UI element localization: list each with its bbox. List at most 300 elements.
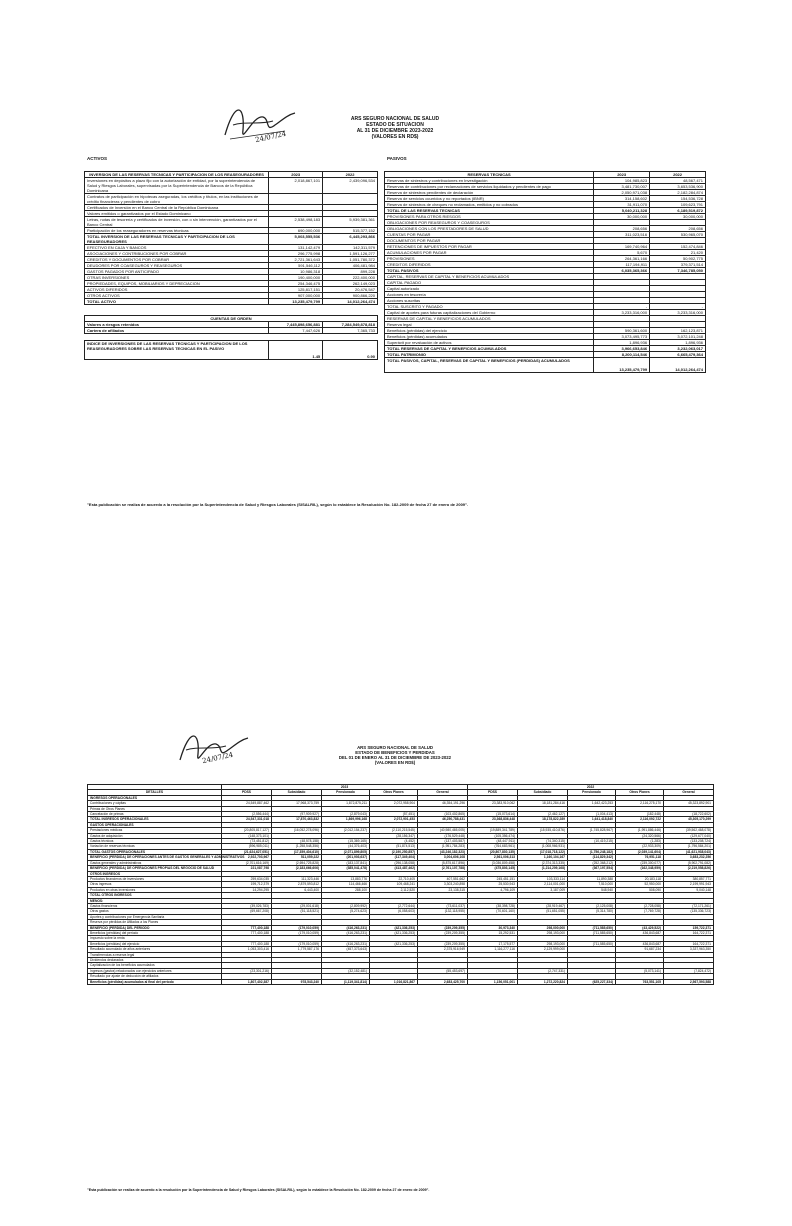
page1-footnote: "Esta publicación se realiza de acuerdo a la resolución por la Superintendencia de Salud y Riesgos Laborales (SISALRIL), según lo establece la Resolución No. 182-2009 de fecha 27 de enero de 2009". <box>87 502 469 507</box>
income-row-label: Resultado acumulado de años anteriores <box>88 947 222 952</box>
income-row-value: (20,805,817,127) <box>222 828 272 833</box>
assets-section <box>84 171 378 360</box>
income-row-label: Contribuciones y cápitas <box>88 801 222 806</box>
income-row-value: (105,356,474) <box>468 833 518 838</box>
liability-row-label: Reserva de siniestros de cheques no reclamados, emitidos y no cobrados <box>385 202 594 208</box>
liability-row-v1: 3,481,730,007 <box>594 184 650 190</box>
asset-row-label: GASTOS PAGADOS POR ANTICIPADO <box>85 269 269 275</box>
asset-row <box>85 299 378 305</box>
income-row-value: 13,883,776 <box>322 876 370 881</box>
income-row-value: 763,551,105 <box>616 979 664 984</box>
income-row-value: 24,547,331,018 <box>222 817 272 822</box>
liability-row-v1: 2,050,971,038 <box>594 190 650 196</box>
income-row-value: (1,991,886,446) <box>616 828 664 833</box>
capital-row-label: Capital autorizado <box>385 286 594 292</box>
income-row-value: (74,340,315) <box>518 839 568 844</box>
income-row-label: Beneficios (pérdidas) del ejercicio <box>88 941 222 946</box>
income-row-value: (2,694,725,828) <box>272 860 322 865</box>
income-row-value: 199,712,379 <box>222 882 272 887</box>
asset-row-label: EFECTIVO EN CAJA Y BANCOS <box>85 245 269 251</box>
asset-row-v1: 13,235,479,799 <box>269 299 323 305</box>
income-row-value: 164,722,371 <box>664 941 714 946</box>
assets-header-y2: 2022 <box>323 172 378 178</box>
income-row-label: Gastos técnicos <box>88 839 222 844</box>
liability-row-label: Reservas de contribuciones por reclamaciones de servicios liquidados y pendientes de pago <box>385 184 594 190</box>
income-row-value: 18,181,284,416 <box>518 801 568 806</box>
income-row-value: 298,193,000 <box>518 941 568 946</box>
asset-row <box>85 178 378 194</box>
income-row-value: (55,453,697) <box>418 968 468 973</box>
income-row-value: 3,303,240,898 <box>418 882 468 887</box>
asset-row-v1 <box>269 194 323 205</box>
income-row-value: (413,487,462) <box>370 866 418 871</box>
income-row-label: GASTOS OPERACIONALES <box>88 822 222 827</box>
income-row-value: 24,549,887,462 <box>222 801 272 806</box>
column-header: PDSS <box>222 790 272 795</box>
income-row-value: (48,578,158) <box>272 839 322 844</box>
income-row-value: (385,041,478) <box>322 866 370 871</box>
income-row-value: (176,529,448) <box>418 833 468 838</box>
income-row-value: 221,087,798 <box>222 866 272 871</box>
income-row-value: 777,400,188 <box>222 930 272 935</box>
indice-left-table <box>84 340 378 360</box>
income-row-value: (1,119,341,814) <box>322 979 370 984</box>
liability-row-v2: 21,420 <box>650 250 706 256</box>
column-header: Pensionado <box>568 790 616 795</box>
income-row-value: 15,292,531 <box>468 930 518 935</box>
income-row-value: (29,001,618) <box>272 903 322 908</box>
income-row-value: (475,803,145) <box>468 866 518 871</box>
income-row-value: (40,980,465,005) <box>418 828 468 833</box>
income-row-value: (1,756,248,182) <box>568 849 616 854</box>
income-row-value: (148,373,101) <box>222 833 272 838</box>
capital-row-label: Acciones suscritas <box>385 298 594 304</box>
income-row-value: 4,796,109 <box>468 887 518 892</box>
income-row-value: (239,209,355) <box>418 930 468 935</box>
income-row-value: (239,209,355) <box>418 941 468 946</box>
asset-row-label: Letras, notas de tesorería y certificados de inversión, con o sin intervención, garantizados por el Banco Central <box>85 217 269 228</box>
income-row-value: (2,125,008) <box>568 903 616 908</box>
income-row-value: (44,376,403) <box>322 844 370 849</box>
income-row-value: (135,336,723) <box>664 909 714 914</box>
capital-row-v2: 3,233,316,000 <box>650 310 706 316</box>
capital-row-v2: 3,232,063,017 <box>650 346 706 352</box>
column-header: DETALLES <box>88 790 222 795</box>
asset-row-label: ASOCIACIONES Y CONTRIBUCIONES POR COBRAR <box>85 251 269 257</box>
income-row-value: (1,008,966,931) <box>518 844 568 849</box>
income-row-value: (711,585,650) <box>568 941 616 946</box>
indice-left-label: INDICE DE INVERSIONES DE LAS RESERVAS TECNICAS Y PARTICIPACION DE LOS REASEGURADORES SOBRE LAS RESERVAS TECNICAS EN EL PASIVO <box>85 341 269 360</box>
liability-row-label: TOTAL PASIVOS <box>385 268 594 274</box>
page1-title-line1: ARS SEGURO NACIONAL DE SALUD <box>350 116 440 122</box>
income-row-value: 46,250,788,431 <box>418 817 468 822</box>
liability-row-label: CUENTAS POR PAGAR <box>385 232 594 238</box>
assets-body <box>85 178 378 305</box>
asset-row-v2: 14,012,264,474 <box>323 299 378 305</box>
income-row-value: 245,451,151 <box>468 876 518 881</box>
asset-row-v1: 907,000,000 <box>269 293 323 299</box>
income-row-value: (421,336,253) <box>370 925 418 930</box>
income-row-value: 1,272,220,824 <box>518 979 568 984</box>
signature-date: 24/07/24 <box>201 750 234 766</box>
signature-scribble <box>215 95 305 155</box>
income-row-label: TOTAL OTROS INGRESOS <box>88 893 222 898</box>
income-row-value: 17,968,373,759 <box>272 801 322 806</box>
asset-row-v1: 125,817,151 <box>269 287 323 293</box>
income-row-value: 511,059,222 <box>272 855 322 860</box>
liability-row-v1: 5,040,211,328 <box>594 208 650 214</box>
income-row-value: (17,018,718,122) <box>518 849 568 854</box>
page1-title-block <box>300 116 490 140</box>
income-row-label: TOTAL GASTOS OPERACIONALES <box>88 849 222 854</box>
income-row-value: (15,935,410,876) <box>518 828 568 833</box>
income-row-value: (73,611,037) <box>418 903 468 908</box>
income-row <box>88 979 714 984</box>
asset-row-v2: 1,591,126,277 <box>323 251 378 257</box>
signature-date: 24/07/24 <box>254 129 287 145</box>
income-row-value: 103,333,114 <box>518 876 568 881</box>
income-row-label: Primas de Otros Planes <box>88 806 222 811</box>
cuentas-orden-table <box>84 315 378 334</box>
income-row-value: (5,314,780) <box>568 909 616 914</box>
income-row-value: (15,073,614) <box>468 812 518 817</box>
income-row-value: (183,137,841) <box>322 860 370 865</box>
liabilities-section <box>384 171 706 373</box>
indice-left-v1: 1.45 <box>269 341 323 360</box>
income-row-value: 2,112,520 <box>370 887 418 892</box>
income-row-value: (1,214,209,168) <box>518 866 568 871</box>
capital-row-v1: 8,200,114,546 <box>594 352 650 358</box>
income-row-value: (137,403,587) <box>418 839 468 844</box>
income-row-value: (1,004,413) <box>568 812 616 817</box>
liability-row-v2: 154,536,728 <box>650 196 706 202</box>
liabilities-header-y2: 2022 <box>650 172 706 178</box>
income-row-value: 164,722,371 <box>664 930 714 935</box>
income-row-label: BENEFICIO (PERDIDA) DEL PERIODO <box>88 925 222 930</box>
income-row-value: 2,116,275,170 <box>616 801 664 806</box>
income-row-value: 1,642,423,253 <box>568 801 616 806</box>
asset-row-v1: 254,346,475 <box>269 281 323 287</box>
income-row-value: (28,156,347) <box>370 833 418 838</box>
asset-row-label: PROPIEDADES, EQUIPOS, MOBILIARIOS Y DEPRECIACION <box>85 281 269 287</box>
income-row-label: TOTAL INGRESOS OPERACIONALES <box>88 817 222 822</box>
asset-row-v1: 131,142,479 <box>269 245 323 251</box>
income-row-value: 52,950,000 <box>616 882 664 887</box>
income-row-value: (23,301,216) <box>222 968 272 973</box>
capital-row-v2: 6,665,479,364 <box>650 352 706 358</box>
page2-title-line1: ARS SEGURO NACIONAL DE SALUD <box>357 745 433 750</box>
income-row-value: (179,010,059) <box>272 925 322 930</box>
income-row-value: 18,178,822,289 <box>518 817 568 822</box>
income-row-value: (711,585,650) <box>568 930 616 935</box>
income-row-value: (114,829,342) <box>568 855 616 860</box>
income-row-value: 298,000,000 <box>518 925 568 930</box>
income-row-value: (2,012,154,237) <box>322 828 370 833</box>
income-row-value: 2,922,703,967 <box>222 855 272 860</box>
liability-row-v2: 30,000,000 <box>650 214 706 220</box>
liability-row-label: PROVISIONES <box>385 256 594 262</box>
liability-row-v2: 7,346,785,050 <box>650 268 706 274</box>
income-row-value: 1,807,402,387 <box>222 979 272 984</box>
income-row-value: 91,687,234 <box>616 947 664 952</box>
income-row-label: Variación de reservas técnicas <box>88 844 222 849</box>
liability-row-label: DOCUMENTOS POR PAGAR <box>385 238 594 244</box>
liability-row-v2: 530,965,070 <box>650 232 706 238</box>
asset-row-v1: 2,721,361,643 <box>269 257 323 263</box>
liability-row-label: Reservas de siniestros y contribuciones en Investigación <box>385 178 594 184</box>
income-row-label: Otros ingresos <box>88 882 222 887</box>
income-row-value: 109,468,241 <box>370 882 418 887</box>
income-row-value: 2,072,958,904 <box>370 801 418 806</box>
income-row-value: 3,187,009 <box>518 887 568 892</box>
income-row-value: 1,872,875,211 <box>322 801 370 806</box>
income-row-label: Gastos financieros <box>88 903 222 908</box>
income-row-value: (625,227,334) <box>568 979 616 984</box>
income-row-value: 114,466,466 <box>322 882 370 887</box>
income-row-value: (367,197,554) <box>568 866 616 871</box>
income-row-value: 23,368,836,448 <box>468 817 518 822</box>
income-statement-section <box>87 784 713 985</box>
capital-row-label: TOTAL PATRIMONIO <box>385 352 594 358</box>
income-row-value: (2,701,616,169) <box>222 860 272 865</box>
page2-title-line2: ESTADO DE BENEFICIOS Y PERDIDAS <box>355 750 435 755</box>
income-row-value: (15,369,165) <box>322 839 370 844</box>
income-row-label: Ingresos (gastos) relacionados con ejercicios anteriores <box>88 968 222 973</box>
income-row-value: (72,171,261) <box>664 903 714 908</box>
income-row-value: (39,026,783) <box>222 903 272 908</box>
income-row-value: 298,193,000 <box>518 930 568 935</box>
income-row-value: (1,258,548,356) <box>272 844 322 849</box>
liability-row-label: Reserva de siniestros pendientes de declaración <box>385 190 594 196</box>
asset-row <box>85 194 378 205</box>
capital-row-label: Reserva legal <box>385 322 594 328</box>
income-row-value: 1,116,277,116 <box>468 947 518 952</box>
income-row-label: Resultado por ajuste de deducción de afiliados <box>88 974 222 979</box>
capital-row-label: Superávit por revaluación de activos <box>385 340 594 346</box>
column-header: General <box>418 790 468 795</box>
income-row-value: 436,843,687 <box>616 930 664 935</box>
asset-row-v2: 262,149,023 <box>323 281 378 287</box>
income-row-label: OTROS INGRESOS <box>88 871 222 876</box>
asset-row <box>85 217 378 228</box>
income-row-label: Transferencias a reserva legal <box>88 952 222 957</box>
income-row-value: 407,551,662 <box>418 876 468 881</box>
cuentas-orden-title: CUENTAS DE ORDEN <box>85 316 378 322</box>
asset-row-v1: 591,546,112 <box>269 263 323 269</box>
income-row-value: 159,722,371 <box>664 925 714 930</box>
liability-row-label: TOTAL DE LAS RESERVAS TECNICAS <box>385 208 594 214</box>
income-row-value: (711,585,650) <box>568 925 616 930</box>
asset-row-label: CREDITOS Y DOCUMENTOS POR COBRAR <box>85 257 269 263</box>
page2-title-line4: (VALORES EN RD$) <box>374 760 416 765</box>
capital-row-label: Capital de aportes para futuras capitalizaciones del Gobierno <box>385 310 594 316</box>
income-row-value: 46,354,191,296 <box>418 801 468 806</box>
income-row-value: 2,116,092,722 <box>616 817 664 822</box>
liability-row-v2: 109,623,791 <box>650 202 706 208</box>
income-row-value: (10,419,215) <box>568 839 616 844</box>
capital-row-label: Beneficios (pérdidas) del ejercicio <box>385 328 594 334</box>
income-row-value: (252,368,212) <box>568 860 616 865</box>
liability-row-label: RETENCIONES DE IMPUESTOS POR PAGAR <box>385 244 594 250</box>
income-row-value: (421,336,253) <box>370 941 418 946</box>
income-row-value: (2,809,992) <box>322 903 370 908</box>
income-row-value: 111,323,446 <box>272 876 322 881</box>
column-header: Pensionado <box>322 790 370 795</box>
income-row-value: (5,073,141) <box>616 968 664 973</box>
income-row-value: (16,052,278,096) <box>272 828 322 833</box>
income-row-value: (70,601,160) <box>468 909 518 914</box>
liability-row-v2: 3,653,536,900 <box>650 184 706 190</box>
liability-row-v1: 314,158,602 <box>594 196 650 202</box>
income-row-value: (1,745,828,967) <box>568 828 616 833</box>
income-row-value: (2,374,313,335) <box>518 860 568 865</box>
liabilities-header-title: RESERVAS TECNICAS <box>385 172 594 178</box>
income-row-value: 2,129,999,000 <box>518 947 568 952</box>
asset-row-v2: 2,439,096,534 <box>323 178 378 194</box>
liability-row-v1: 169,740,964 <box>594 244 650 250</box>
page1-title-line4: (VALORES EN RD$) <box>371 134 419 140</box>
capital-row-label: Acciones en tesorería <box>385 292 594 298</box>
income-row-value: 23,383,910,062 <box>468 801 518 806</box>
income-row-value: (39,562,468,078) <box>664 828 714 833</box>
capital-row-v1: 590,361,600 <box>594 328 650 334</box>
income-row-value: (43,246,182,323) <box>418 849 468 854</box>
income-row-value: (24,320,566) <box>616 833 664 838</box>
indice-left-row <box>85 341 378 360</box>
income-row-value: 259,634,035 <box>222 876 272 881</box>
liability-row-v1: 208,656 <box>594 226 650 232</box>
income-row-value: (103,402,865) <box>418 812 468 817</box>
income-row-value: (51,118,521) <box>272 909 322 914</box>
income-row-value: (69,667,208) <box>222 909 272 914</box>
income-row-value: (117,349,404) <box>370 855 418 860</box>
page1-title-line2: ESTADO DE SITUACION <box>366 122 424 128</box>
income-row-value: (48,447,911) <box>468 839 518 844</box>
income-row-value: 777,400,188 <box>222 925 272 930</box>
capital-row-label: CAPITAL, RESERVAS DE CAPITAL Y BENEFICIOS ACUMULADOS <box>385 274 594 280</box>
capital-row-v1: - <box>594 304 650 310</box>
liability-row-v1: 30,000,000 <box>594 214 650 220</box>
income-row-value: (2,219,558,826) <box>664 866 714 871</box>
income-row-value: 1,869,996,168 <box>322 817 370 822</box>
income-row-value: 14,294,295 <box>222 887 272 892</box>
income-row-label: Gastos de adquisición <box>88 833 222 838</box>
asset-row-v1: 296,775,998 <box>269 251 323 257</box>
asset-row-label: Valores emitidos o garantizados por el Estado Dominicano <box>85 211 269 217</box>
income-row-value: 1,641,418,840 <box>568 817 616 822</box>
income-row-value: (28,919,467) <box>518 903 568 908</box>
income-row-value: (97,909,927) <box>272 812 322 817</box>
liability-row-v2: 6,189,519,872 <box>650 208 706 214</box>
income-row-value: (5,274,623) <box>322 909 370 914</box>
column-header: General <box>664 790 714 795</box>
income-row-value: 25,530,943 <box>468 882 518 887</box>
income-row-value: (22,933,309) <box>616 844 664 849</box>
income-row-value: (32,152,481) <box>322 968 370 973</box>
income-row-value: 2,375,916,949 <box>418 947 468 952</box>
income-row-value: 1,053,303,416 <box>222 947 272 952</box>
income-row-value: (421,336,253) <box>370 930 418 935</box>
liability-row-v2: 48,567,471 <box>650 178 706 184</box>
liabilities-body <box>385 178 706 274</box>
income-row-value: 2,567,593,588 <box>664 979 714 984</box>
income-row-value: (43,429,522) <box>616 925 664 930</box>
assets-table <box>84 171 378 305</box>
page2-footnote: "Esta publicación se realiza de acuerdo a la resolución por la Superintendencia de Salud y Riesgos Laborales (SISALRIL), según lo establece la Resolución No. 182-2009 de fecha 27 de enero de 2009". <box>87 1188 430 1192</box>
income-row-value: 548,940 <box>568 887 616 892</box>
liability-row-label: Reserva de servicios ocurridos y no reportados (IBNR) <box>385 196 594 202</box>
activos-label: ACTIVOS <box>87 156 108 161</box>
income-row-value: (201,903,637) <box>322 855 370 860</box>
cuentas-orden-v1: 7,447,626 <box>269 328 323 334</box>
liability-row-v2: 379,371,514 <box>650 262 706 268</box>
income-row-value: (19,889,341,789) <box>468 828 518 833</box>
total-pasivos-capital-label: TOTAL PASIVOS, CAPITAL, RESERVAS DE CAPITAL Y BENEFICIOS (PERDIDAS) ACUMULADOS <box>385 358 594 373</box>
liability-row-v1: 6,035,365,366 <box>594 268 650 274</box>
liability-row-v1: 5,670 <box>594 250 650 256</box>
income-row-value: (596,985,011) <box>222 844 272 849</box>
income-row-value: (5,875,617,896) <box>418 860 468 865</box>
income-statement-table <box>87 784 714 985</box>
asset-row-label: OTROS ACTIVOS <box>85 293 269 299</box>
page1-title-line3: AL 31 DE DICIEMBRE 2023-2022 <box>356 128 434 134</box>
income-row-value: 22,710,405 <box>370 876 418 881</box>
liability-row-label: PROVISIONES PARA OTROS RIESGOS <box>385 214 594 220</box>
income-row-value: (41,621,938,043) <box>664 849 714 854</box>
income-row-value: 288,100 <box>322 887 370 892</box>
income-row-value: (17,359,404,610) <box>272 849 322 854</box>
total-pasivos-capital-v2: 14,012,264,474 <box>650 358 706 373</box>
asset-row-v1: 190,400,000 <box>269 275 323 281</box>
income-row-value: 3,683,232,256 <box>664 855 714 860</box>
asset-row-label: TOTAL INVERSION DE LAS RESERVAS TECNICAS Y PARTICIPACION DE LOS REASEGURADORES <box>85 234 269 245</box>
income-row-value: 508,090 <box>616 887 664 892</box>
capital-row-v1: 1,896,936 <box>594 340 650 346</box>
liability-row-label: OBLIGACIONES POR REASEGUROS Y COASEGUROS <box>385 220 594 226</box>
income-row-value: (2,183,666,606) <box>272 866 322 871</box>
income-row-value: (38,398,728) <box>468 903 518 908</box>
asset-row-v1: 10,986,318 <box>269 269 323 275</box>
asset-row-v2: 142,311,579 <box>323 245 378 251</box>
capital-row-v2: 162,123,871 <box>650 328 706 334</box>
income-row-value: (2,728,058) <box>616 903 664 908</box>
capital-row-label: TOTAL RESERVAS DE CAPITAL Y BENEFICIOS ACUMULADOS <box>385 346 594 352</box>
assets-header-title: INVERSION DE LAS RESERVAS TECNICAS Y PARTICIPACION DE LOS REASEGURADORES <box>85 172 269 178</box>
income-row-value: (416,263,231) <box>322 930 370 935</box>
income-row-label: Productos en otras inversiones <box>88 887 222 892</box>
income-row-value: 2,114,001,000 <box>518 882 568 887</box>
capital-row-v1: 3,233,316,000 <box>594 310 650 316</box>
income-row-label: Otros gastos <box>88 909 222 914</box>
page2-title-block <box>255 745 535 765</box>
income-row-value: 30,973,340 <box>468 925 518 930</box>
column-header: PDSS <box>468 790 518 795</box>
asset-row-v2: 899,228 <box>323 269 378 275</box>
income-row-value: 11,890,388 <box>568 876 616 881</box>
income-row-label: Capitalización de los beneficios acumulados <box>88 963 222 968</box>
income-row-value: 436,843,687 <box>616 941 664 946</box>
income-row-value: 17,175,577 <box>468 941 518 946</box>
signature-page2 <box>172 722 252 777</box>
income-row-value: (18,722,602) <box>664 812 714 817</box>
asset-row-v2: 222,400,000 <box>323 275 378 281</box>
asset-row-v1: 2,018,867,101 <box>269 178 323 194</box>
income-row-value: (1,283) <box>616 839 664 844</box>
income-row-value: 9,040,148 <box>664 887 714 892</box>
total-pasivos-capital-row <box>385 358 706 373</box>
asset-row-label: Contratos de participación en hipotecas aseguradas, los créditos y títulos, en las instituciones de crédito financieras y pendientes de cobro <box>85 194 269 205</box>
asset-row-label: Certificados de Inversión en el Banco Central de la República Dominicana <box>85 205 269 211</box>
